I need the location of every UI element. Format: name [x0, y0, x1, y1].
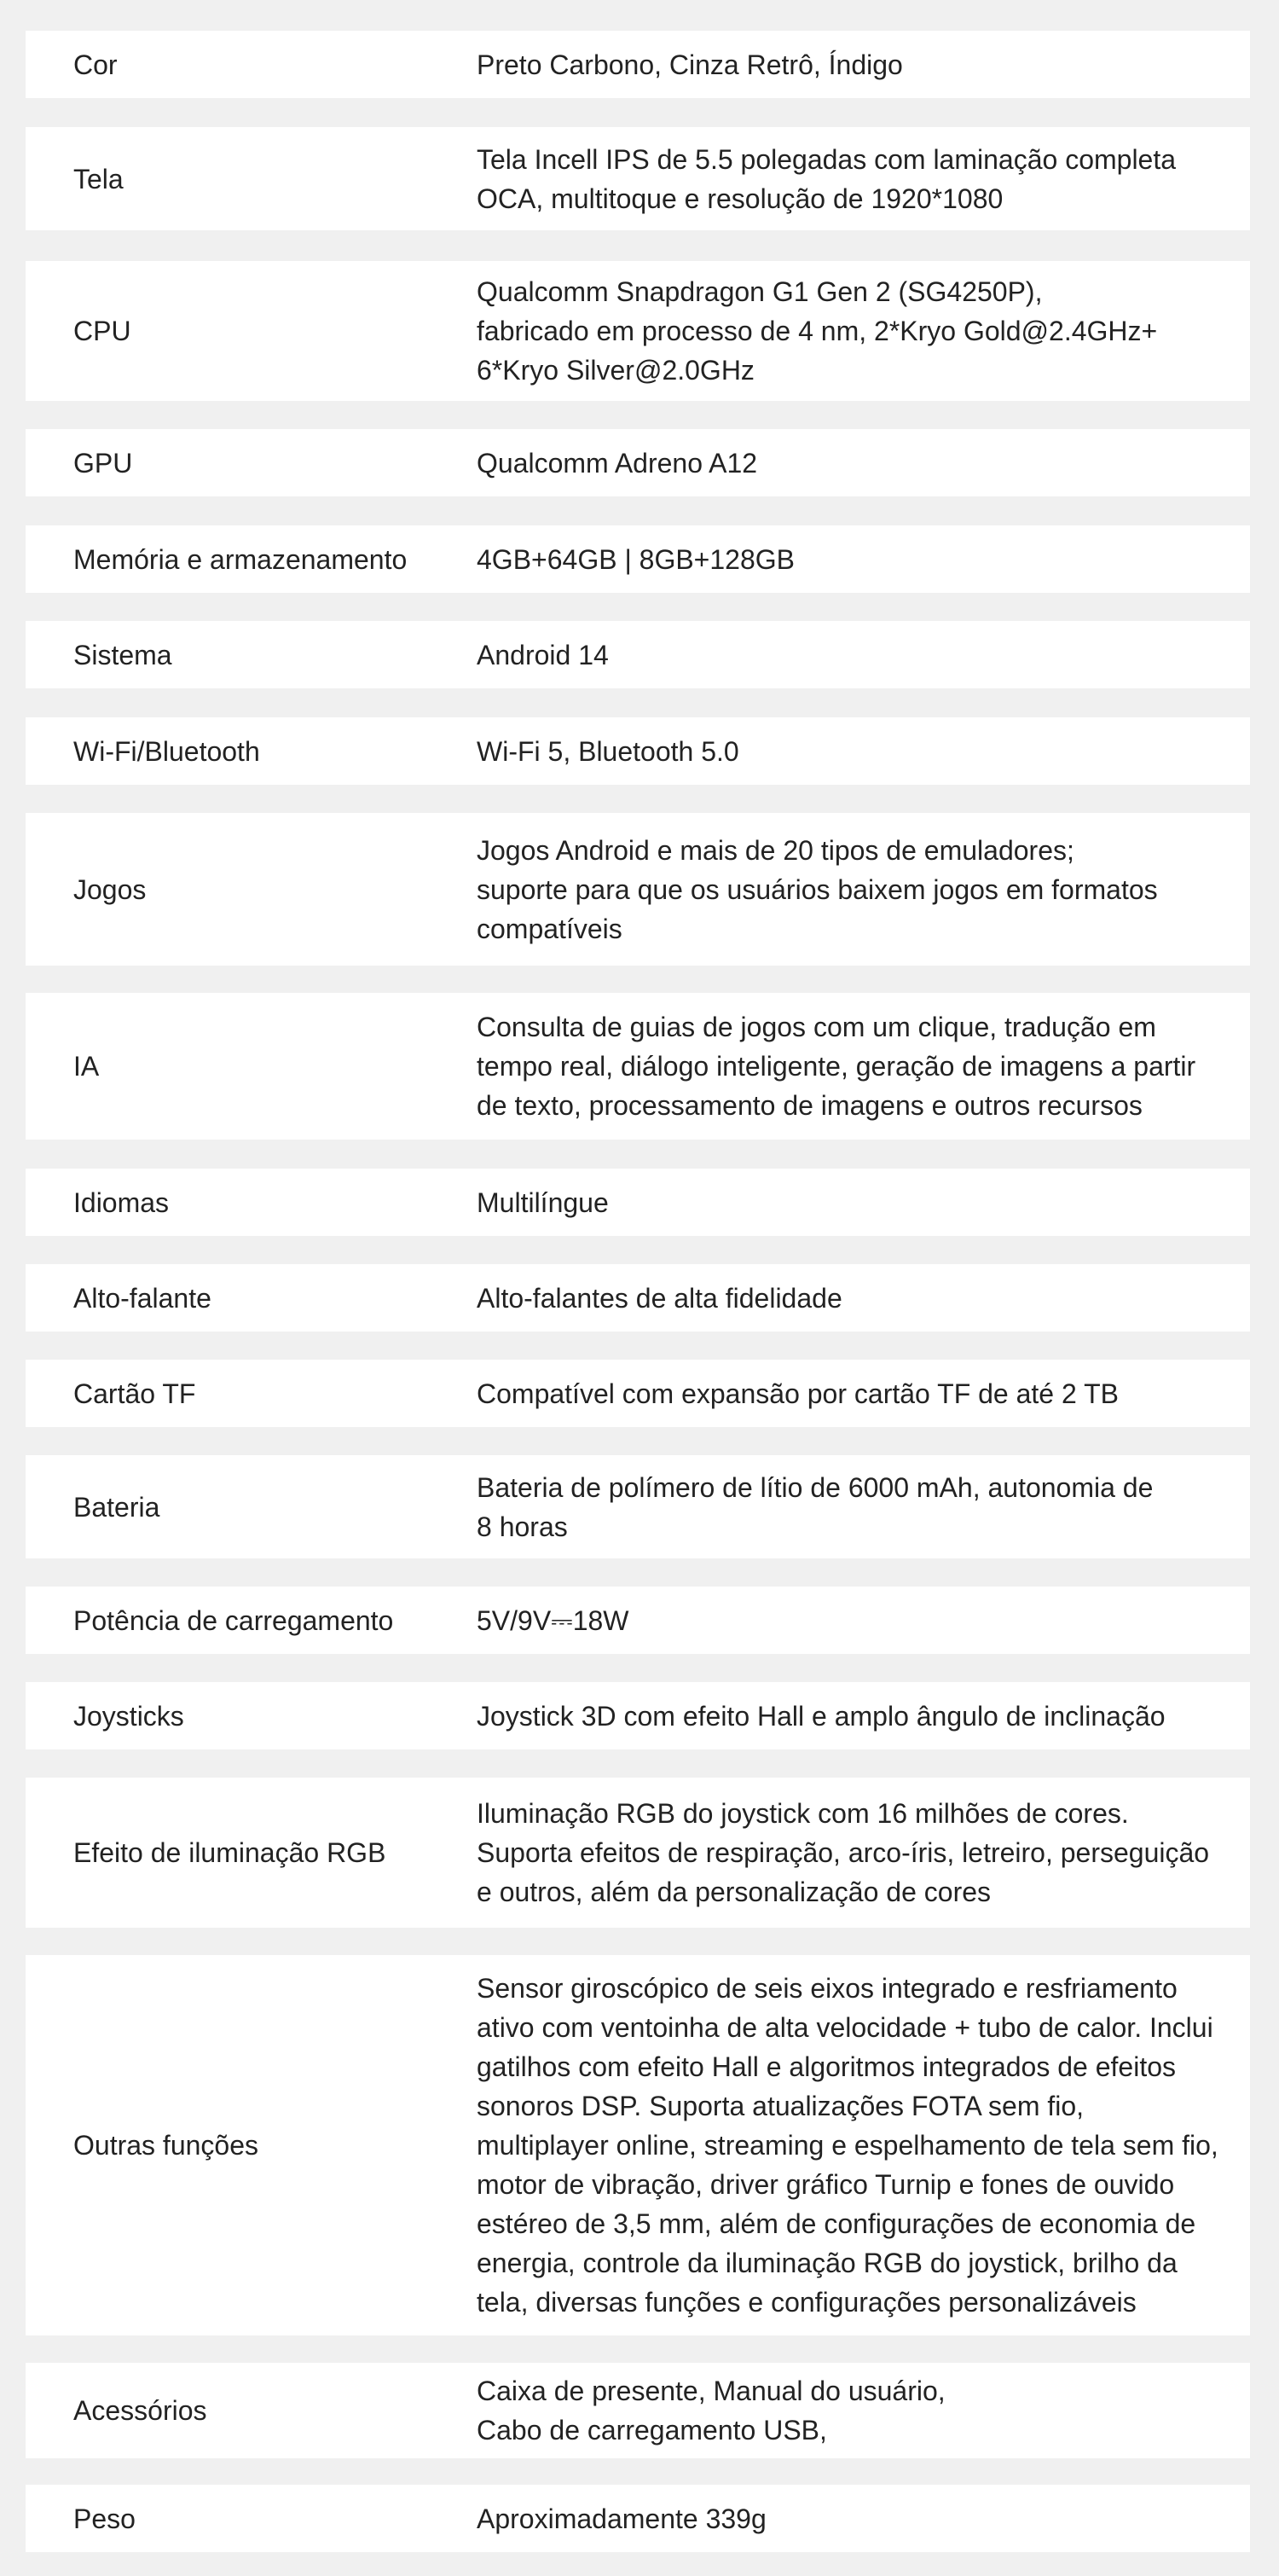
spec-value: Qualcomm Snapdragon G1 Gen 2 (SG4250P), fabricado em processo de 4 nm, 2*Kryo Gold@2.4GHz+ 6*Kryo Silver@2.0GHz — [477, 276, 1158, 386]
spec-label: CPU — [73, 316, 131, 346]
spec-label: GPU — [73, 447, 133, 479]
spec-label: Wi-Fi/Bluetooth — [73, 735, 260, 767]
spec-row-tf-card — [26, 1360, 1250, 1427]
spec-label: Joysticks — [73, 1700, 184, 1732]
spec-label: Potência de carregamento — [73, 1604, 394, 1636]
spec-value: Jogos Android e mais de 20 tipos de emuladores; suporte para que os usuários baixem jogos em formatos compatíveis — [477, 834, 1158, 944]
spec-label: Outras funções — [73, 2130, 258, 2161]
spec-value: Wi-Fi 5, Bluetooth 5.0 — [477, 735, 739, 767]
spec-value: Aproximadamente 339g — [477, 2503, 767, 2534]
spec-label: Acessórios — [73, 2395, 207, 2426]
spec-value: Compatível com expansão por cartão TF de até 2 TB — [477, 1378, 1119, 1409]
spec-row-other-functions — [26, 1955, 1250, 2335]
spec-row-screen — [26, 127, 1250, 230]
spec-value: Android 14 — [477, 639, 609, 670]
spec-label: Cartão TF — [73, 1378, 196, 1409]
spec-label: Tela — [73, 163, 124, 194]
spec-value: Tela Incell IPS de 5.5 polegadas com laminação completa OCA, multitoque e resolução de 1920*1080 — [477, 143, 1177, 214]
spec-label: Jogos — [73, 873, 147, 905]
spec-value: Caixa de presente, Manual do usuário, Cabo de carregamento USB, — [477, 2376, 946, 2445]
spec-row-games — [26, 813, 1250, 966]
spec-row-color — [26, 31, 1250, 98]
spec-row-charging-power — [26, 1587, 1250, 1654]
spec-value: Consulta de guias de jogos com um clique, tradução em tempo real, diálogo inteligente, geração de imagens a partir de texto, processamento de imagens e outros recursos — [477, 1012, 1196, 1121]
spec-row-memory — [26, 525, 1250, 593]
spec-row-system — [26, 621, 1250, 688]
spec-row-wifi-bluetooth — [26, 717, 1250, 785]
spec-value: Preto Carbono, Cinza Retrô, Índigo — [477, 49, 903, 80]
spec-value: 5V/9V⎓18W — [477, 1604, 629, 1636]
spec-value: Multilíngue — [477, 1186, 609, 1218]
spec-label: Peso — [73, 2503, 136, 2534]
spec-label: Alto-falante — [73, 1282, 211, 1314]
spec-label: Sistema — [73, 639, 172, 670]
spec-row-accessories — [26, 2363, 1250, 2458]
spec-label: Idiomas — [73, 1186, 170, 1218]
spec-label: Efeito de iluminação RGB — [73, 1837, 386, 1868]
spec-label: Cor — [73, 49, 118, 80]
spec-row-gpu — [26, 429, 1250, 496]
spec-row-battery — [26, 1455, 1250, 1558]
spec-value: Iluminação RGB do joystick com 16 milhões de cores. Suporta efeitos de respiração, arco-íris, letreiro, perseguição e outros, além da personalização de cores — [477, 1798, 1210, 1907]
spec-row-joysticks — [26, 1682, 1250, 1749]
spec-label: IA — [73, 1051, 100, 1082]
spec-label: Bateria — [73, 1491, 160, 1523]
spec-row-speaker — [26, 1264, 1250, 1332]
spec-value: Sensor giroscópico de seis eixos integrado e resfriamento ativo com ventoinha de alta velocidade + tubo de calor. Inclui gatilhos com efeito Hall e algoritmos integrados de efeitos sonoros DSP. Suporta atualizações FOTA sem fio, multiplayer online, streaming e espelhamento de tela sem fio, motor de vibração, driver gráfico Turnip e fones de ouvido estéreo de 3,5 mm, além de configurações de economia de energia, controle da iluminação RGB do joystick, brilho da tela, diversas funções e configurações personalizáveis — [477, 1973, 1218, 2318]
spec-row-languages — [26, 1169, 1250, 1236]
spec-row-weight — [26, 2485, 1250, 2552]
spec-value: Joystick 3D com efeito Hall e amplo ângulo de inclinação — [477, 1700, 1166, 1732]
spec-value: Qualcomm Adreno A12 — [477, 447, 758, 479]
spec-row-cpu — [26, 261, 1250, 401]
spec-value: Bateria de polímero de lítio de 6000 mAh, autonomia de 8 horas — [477, 1471, 1154, 1542]
spec-row-rgb-lighting — [26, 1778, 1250, 1928]
spec-value: Alto-falantes de alta fidelidade — [477, 1282, 842, 1314]
spec-row-ai — [26, 993, 1250, 1140]
spec-label: Memória e armazenamento — [73, 543, 408, 575]
spec-value: 4GB+64GB | 8GB+128GB — [477, 543, 795, 575]
